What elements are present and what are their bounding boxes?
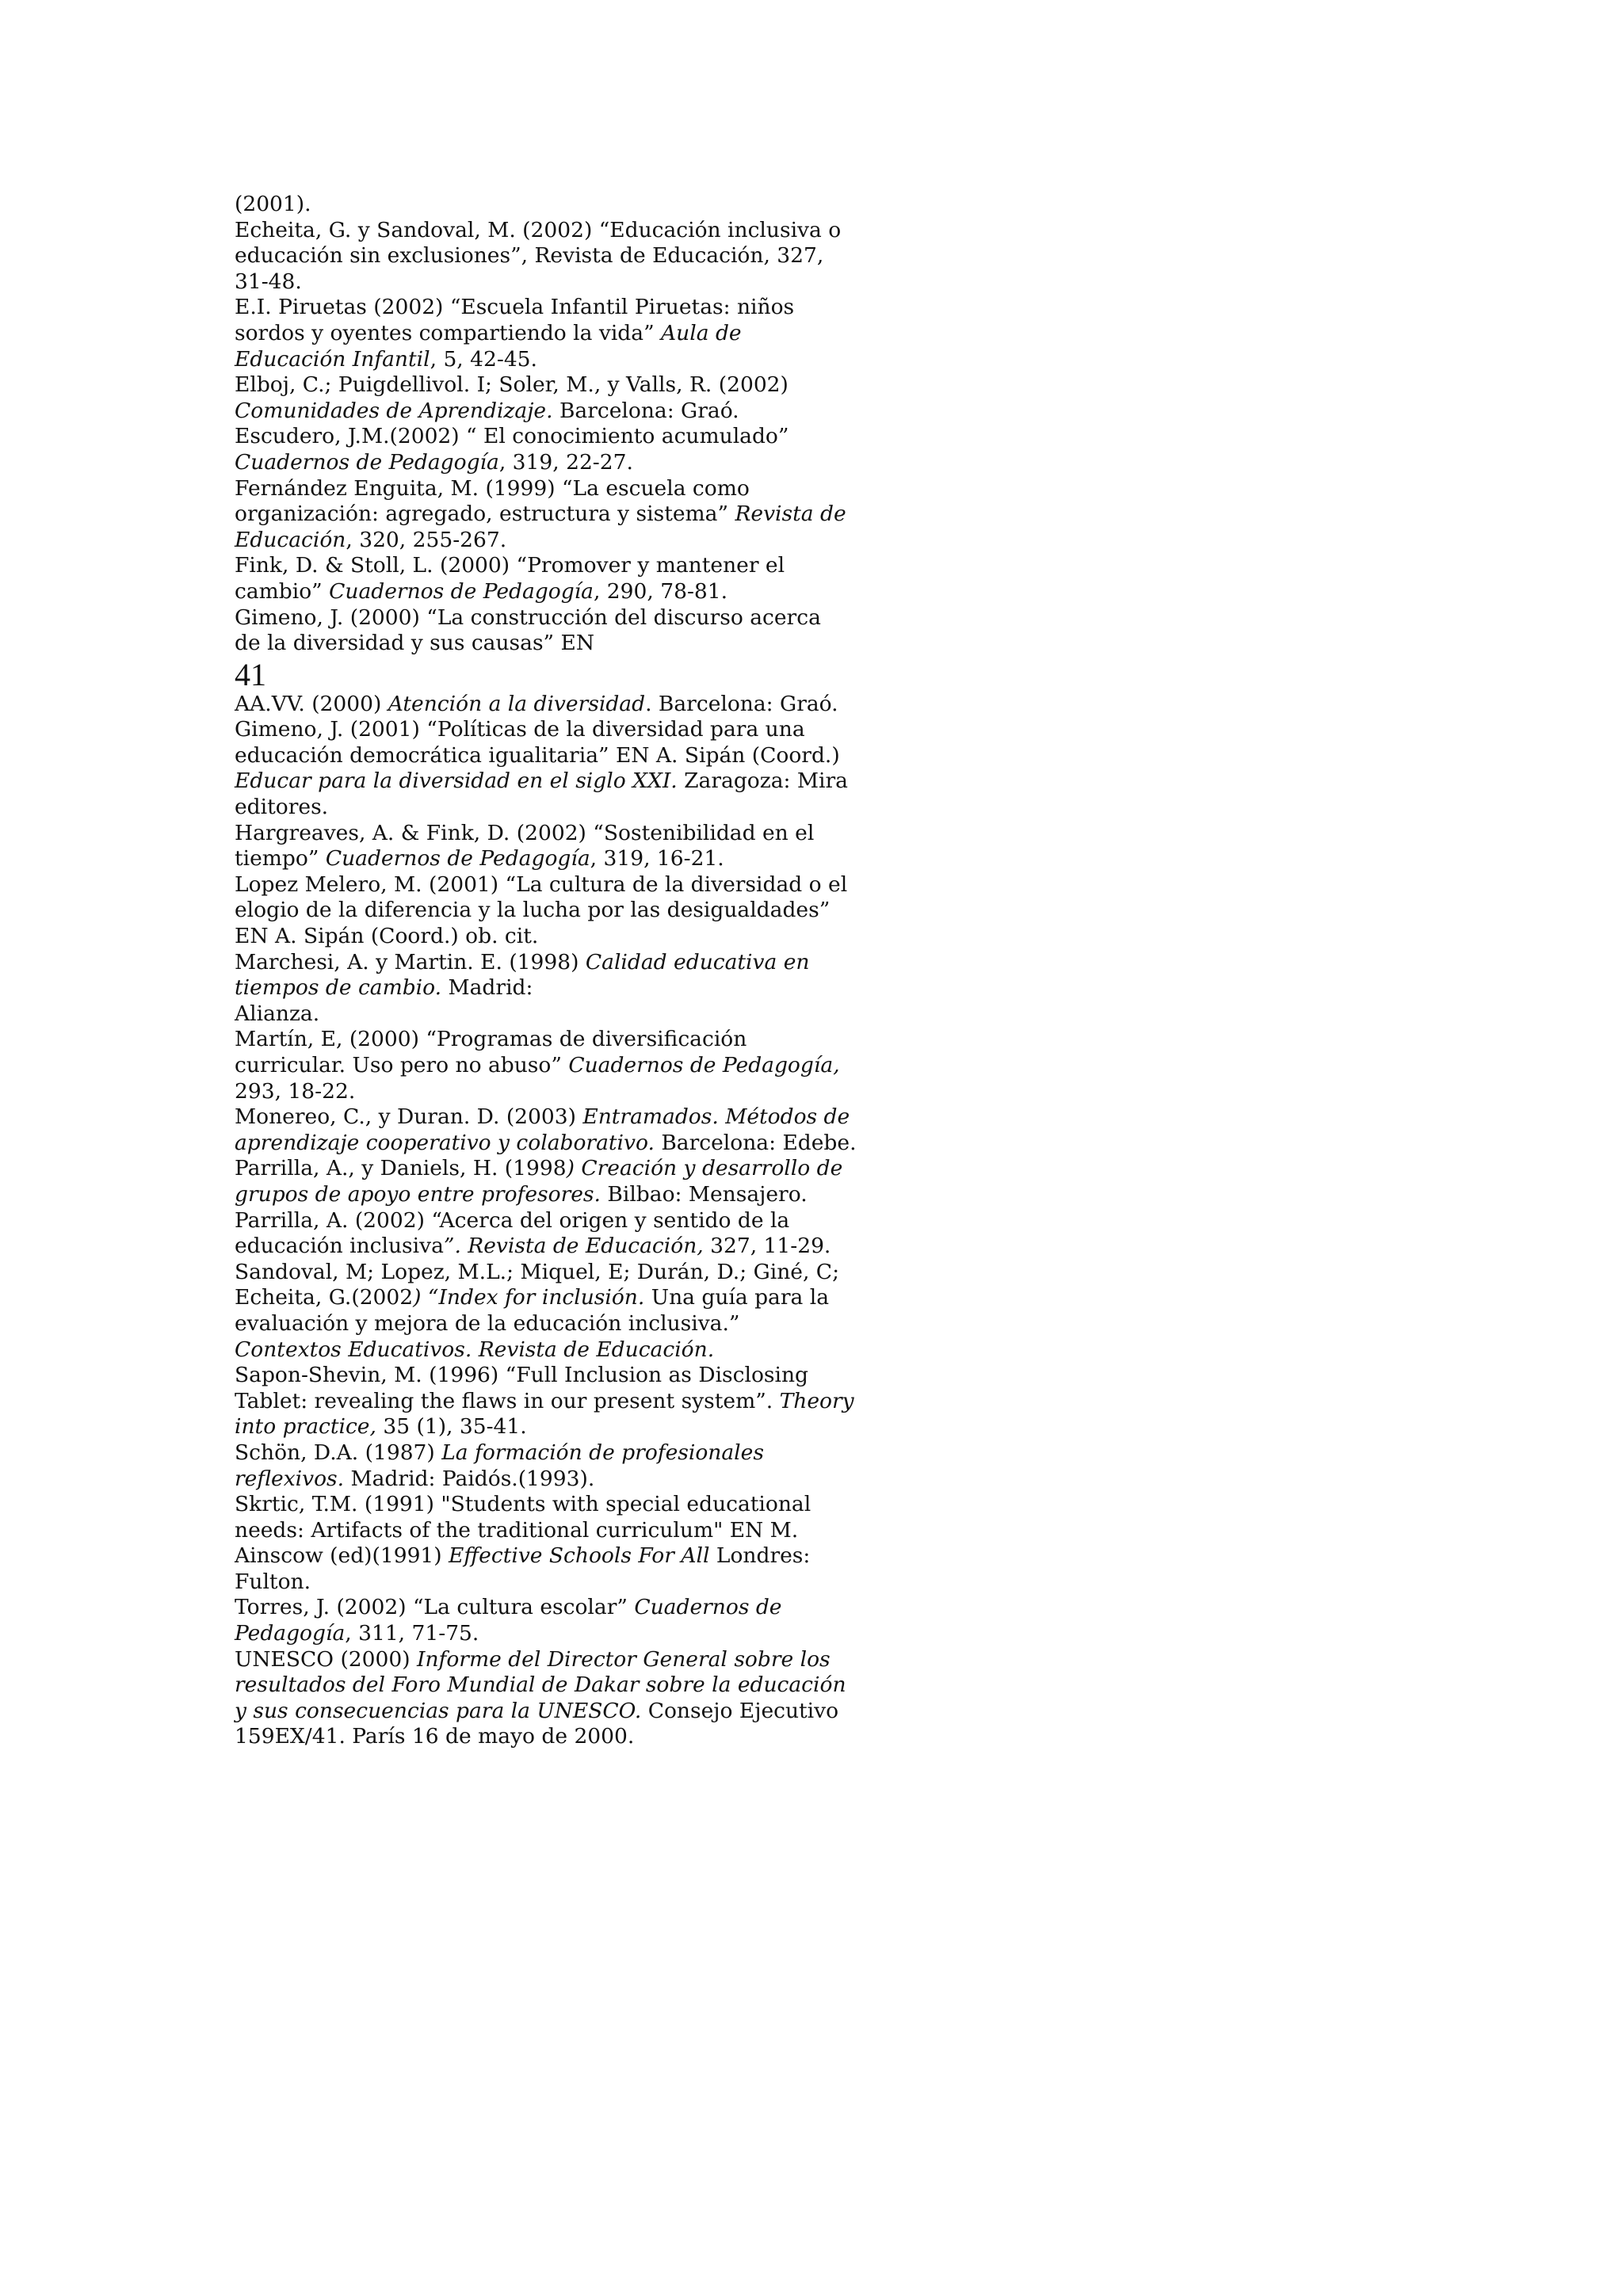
italic-text: Effective Schools For All [449, 1543, 710, 1569]
reference-line [235, 1647, 869, 1673]
text-segment: cambio” [235, 578, 330, 604]
reference-line [235, 846, 869, 872]
reference-line [235, 1285, 869, 1311]
text-segment: Alianza. [235, 1001, 320, 1026]
reference-line [235, 924, 869, 950]
italic-text: Atención a la diversidad [388, 691, 646, 716]
reference-line [235, 950, 869, 976]
italic-text: Educación [235, 527, 346, 552]
reference-line [235, 1595, 869, 1621]
reference-line [235, 192, 869, 218]
italic-text: Theory [779, 1388, 854, 1413]
italic-text: ) Creación y desarrollo de [566, 1156, 843, 1181]
text-segment: Tablet: revealing the flaws in our present system”. [235, 1388, 780, 1413]
text-segment: needs: Artifacts of the traditional curriculum" EN M. [235, 1517, 799, 1543]
italic-text: Pedagogía [235, 1621, 346, 1646]
text-segment: Barcelona: Edebe. [654, 1130, 857, 1155]
reference-line [235, 1518, 869, 1544]
reference-line [235, 1492, 869, 1518]
reference-line [235, 476, 869, 502]
reference-line [235, 1104, 869, 1131]
reference-line [235, 1182, 869, 1208]
text-segment: E.I. Piruetas (2002) “Escuela Infantil Piruetas: niños [235, 295, 795, 320]
text-segment: de la diversidad y sus causas” EN [235, 631, 595, 656]
italic-text: Educar para la diversidad en el siglo XXI. [235, 769, 678, 794]
reference-line [235, 631, 869, 657]
text-segment: elogio de la diferencia y la lucha por las desigualdades” [235, 898, 831, 923]
reference-line [235, 1389, 869, 1415]
text-segment: Consejo Ejecutivo [641, 1698, 839, 1723]
reference-line [235, 218, 869, 244]
reference-line [235, 424, 869, 450]
reference-line [235, 553, 869, 579]
reference-line [235, 1001, 869, 1028]
text-segment: sordos y oyentes compartiendo la vida” [235, 320, 662, 345]
text-segment: educación sin exclusiones”, Revista de Educación, 327, [235, 243, 824, 269]
reference-line [235, 399, 869, 425]
text-segment: Marchesi, A. y Martin. E. (1998) [235, 949, 586, 974]
text-segment: Barcelona: Graó. [552, 398, 739, 423]
text-segment: . Barcelona: Graó. [645, 691, 838, 716]
text-segment: Monereo, C., y Duran. D. (2003) [235, 1104, 583, 1130]
italic-text: Aula de [661, 320, 742, 345]
text-segment: Madrid: [441, 975, 533, 1001]
text-segment: Martín, E, (2000) “Programas de diversificación [235, 1027, 747, 1052]
italic-text: Comunidades de Aprendizaje. [235, 398, 553, 423]
text-segment: Echeita, G.(2002 [235, 1285, 414, 1310]
reference-line [235, 1672, 869, 1699]
reference-line [235, 1131, 869, 1157]
text-segment: Elboj, C.; Puigdellivol. I; Soler, M., y Valls, R. (2002) [235, 372, 789, 398]
reference-line [235, 1724, 869, 1750]
reference-line [235, 1208, 869, 1234]
text-segment: educación democrática igualitaria” EN A. Sipán (Coord.) [235, 742, 840, 768]
reference-line [235, 1414, 869, 1440]
text-segment: , 319, 16-21. [590, 846, 724, 871]
text-segment: editores. [235, 795, 329, 820]
text-segment: 293, 18-22. [235, 1078, 356, 1104]
text-segment: AA.VV. (2000) [235, 691, 388, 716]
reference-line [235, 295, 869, 321]
reference-line [235, 1027, 869, 1053]
text-segment: EN A. Sipán (Coord.) ob. cit. [235, 924, 539, 949]
text-segment: , 311, 71-75. [345, 1621, 479, 1646]
text-segment: Skrtic, T.M. (1991) "Students with special educational [235, 1492, 812, 1517]
text-segment: Parrilla, A., y Daniels, H. (1998 [235, 1156, 567, 1181]
text-segment: Bilbao: Mensajero. [600, 1181, 808, 1207]
italic-text: ) “Index for inclusión. [413, 1285, 645, 1310]
reference-line [235, 821, 869, 847]
text-segment: Parrilla, A. (2002) “Acerca del origen y sentido de la [235, 1207, 790, 1233]
text-segment: Gimeno, J. (2000) “La construcción del discurso acerca [235, 605, 821, 630]
reference-line [235, 1156, 869, 1182]
reference-line [235, 1440, 869, 1466]
reference-line [235, 1337, 869, 1363]
text-segment: UNESCO (2000) [235, 1646, 417, 1672]
text-segment: Torres, J. (2002) “La cultura escolar” [235, 1595, 635, 1620]
text-segment: 327, 11-29. [703, 1234, 831, 1259]
text-segment: , 319, 22-27. [498, 449, 633, 475]
reference-line [235, 1363, 869, 1389]
reference-line [235, 579, 869, 605]
italic-text: Calidad educativa en [585, 949, 810, 974]
text-segment: Escudero, J.M.(2002) “ El conocimiento acumulado” [235, 424, 789, 449]
text-segment: Madrid: Paidós.(1993). [344, 1466, 595, 1491]
italic-text: y sus consecuencias para la UNESCO. [235, 1698, 642, 1723]
reference-line [235, 1466, 869, 1493]
italic-text: Revista de [735, 502, 846, 527]
italic-text: Educación Infantil [235, 346, 430, 372]
reference-line [235, 1311, 869, 1337]
reference-line [235, 528, 869, 554]
reference-line [235, 975, 869, 1001]
text-segment: evaluación y mejora de la educación inclusiva.” [235, 1310, 740, 1336]
reference-line [235, 1079, 869, 1105]
text-segment: Schön, D.A. (1987) [235, 1440, 442, 1465]
text-segment: educación inclusiva [235, 1234, 444, 1259]
italic-text: grupos de apoyo entre profesores. [235, 1181, 601, 1207]
references-after-page-break [235, 692, 869, 1750]
italic-text: ”. Revista de Educación, [443, 1234, 704, 1259]
italic-text: aprendizaje cooperativo y colaborativo. [235, 1130, 655, 1155]
reference-line [235, 347, 869, 373]
reference-line [235, 502, 869, 528]
text-segment: tiempo” [235, 846, 326, 871]
reference-line [235, 898, 869, 924]
text-segment: Ainscow (ed)(1991) [235, 1543, 449, 1569]
italic-text: resultados del Foro Mundial de Dakar sobre la educación [235, 1672, 846, 1698]
references-column [235, 192, 869, 1750]
reference-line [235, 450, 869, 476]
italic-text: La formación de profesionales [441, 1440, 764, 1465]
italic-text: Cuadernos de Pedagogía [329, 578, 594, 604]
reference-line [235, 769, 869, 795]
reference-line [235, 321, 869, 347]
reference-line [235, 1543, 869, 1569]
text-segment: 35 (1), 35-41. [376, 1414, 527, 1440]
reference-line [235, 1621, 869, 1647]
italic-text: Informe del Director General sobre los [417, 1646, 831, 1672]
reference-line [235, 372, 869, 399]
italic-text: into practice, [235, 1414, 376, 1440]
italic-text: Cuadernos de [634, 1595, 782, 1620]
reference-line [235, 795, 869, 821]
reference-line [235, 605, 869, 631]
reference-line [235, 1260, 869, 1286]
italic-text: reflexivos. [235, 1466, 345, 1491]
text-segment: 159EX/41. París 16 de mayo de 2000. [235, 1724, 635, 1749]
reference-line [235, 1699, 869, 1725]
text-segment: Una guía para la [644, 1285, 830, 1310]
text-segment: Zaragoza: Mira [677, 769, 848, 794]
reference-line [235, 1053, 869, 1079]
italic-text: Cuadernos de Pedagogía [235, 449, 499, 475]
text-segment: organización: agregado, estructura y sistema” [235, 502, 735, 527]
text-segment: , 290, 78-81. [593, 578, 728, 604]
text-segment: Sapon-Shevin, M. (1996) “Full Inclusion as Disclosing [235, 1363, 809, 1388]
reference-line [235, 269, 869, 296]
text-segment: Gimeno, J. (2001) “Políticas de la diversidad para una [235, 717, 805, 742]
text-segment: Fulton. [235, 1569, 311, 1594]
text-segment: , 5, 42-45. [430, 346, 537, 372]
page-number: 41 [235, 656, 266, 692]
reference-line [235, 717, 869, 743]
text-segment: Lopez Melero, M. (2001) “La cultura de la diversidad o el [235, 871, 848, 897]
italic-text: tiempos de cambio. [235, 975, 442, 1001]
reference-line [235, 872, 869, 898]
reference-line [235, 1569, 869, 1596]
italic-text: Contextos Educativos. Revista de Educación. [235, 1337, 715, 1362]
text-segment: Fernández Enguita, M. (1999) “La escuela como [235, 475, 750, 501]
italic-text: Entramados. Métodos de [582, 1104, 850, 1130]
reference-line [235, 743, 869, 769]
text-segment: Hargreaves, A. & Fink, D. (2002) “Sostenibilidad en el [235, 820, 815, 845]
text-segment: , 320, 255-267. [346, 527, 507, 552]
text-segment: (2001). [235, 192, 311, 216]
text-segment: Londres: [709, 1543, 811, 1569]
italic-text: Cuadernos de Pedagogía [325, 846, 590, 871]
text-segment: 31-48. [235, 269, 302, 294]
reference-line [235, 692, 869, 718]
italic-text: Cuadernos de Pedagogía, [568, 1053, 840, 1077]
reference-line [235, 1234, 869, 1260]
reference-line [235, 243, 869, 269]
references-before-page-break [235, 192, 869, 657]
text-segment: curricular. Uso pero no abuso” [235, 1053, 569, 1077]
text-segment: Sandoval, M; Lopez, M.L.; Miquel, E; Durán, D.; Giné, C; [235, 1259, 840, 1284]
text-segment: Echeita, G. y Sandoval, M. (2002) “Educación inclusiva o [235, 217, 842, 242]
text-segment: Fink, D. & Stoll, L. (2000) “Promover y mantener el [235, 553, 785, 578]
